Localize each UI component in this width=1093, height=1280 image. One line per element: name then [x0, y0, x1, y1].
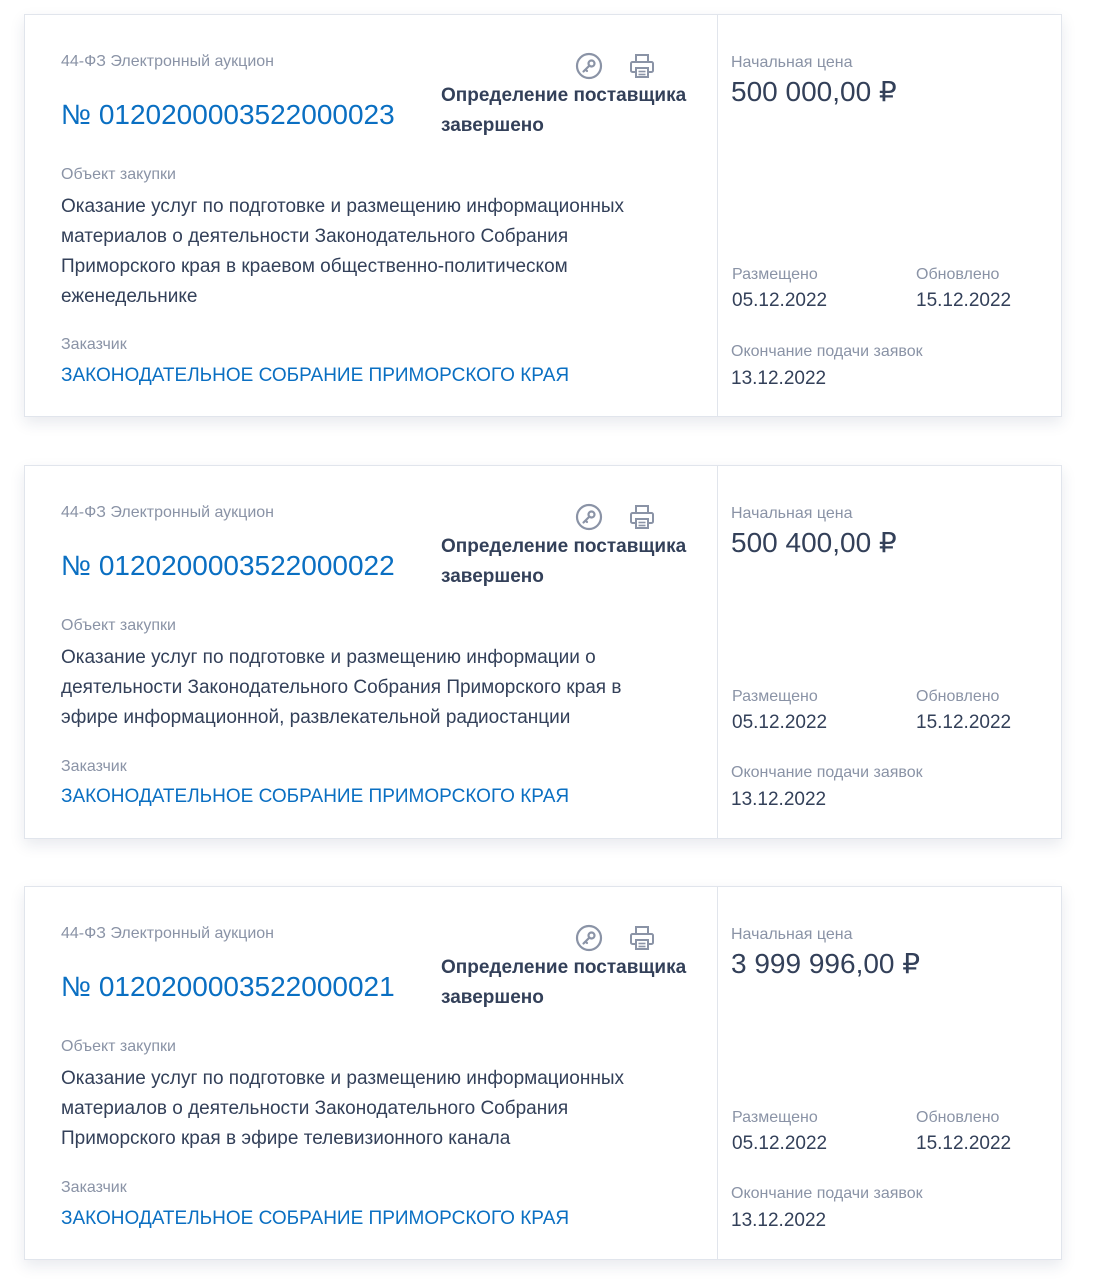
- printer-icon[interactable]: [627, 502, 657, 532]
- price-label: Начальная цена: [731, 54, 853, 71]
- updated-label: Обновлено: [916, 1109, 1000, 1126]
- card-side: [717, 15, 1061, 416]
- object-label: Объект закупки: [61, 1038, 176, 1055]
- card-main: [25, 887, 717, 1259]
- status-text: Определение поставщика завершено: [441, 536, 687, 587]
- updated-date: 15.12.2022: [916, 712, 1012, 733]
- posted-label: Размещено: [732, 266, 818, 283]
- customer-link[interactable]: ЗАКОНОДАТЕЛЬНОЕ СОБРАНИЕ ПРИМОРСКОГО КРАЯ: [61, 1208, 570, 1229]
- object-description: Оказание услуг по подготовке и размещению информационных материалов о деятельности Законодательного Собрания Приморского края в эфире телевизионного канала: [61, 1068, 624, 1149]
- updated-date: 15.12.2022: [916, 1133, 1012, 1154]
- customer-link[interactable]: ЗАКОНОДАТЕЛЬНОЕ СОБРАНИЕ ПРИМОРСКОГО КРАЯ: [61, 365, 570, 386]
- updated-date: 15.12.2022: [916, 290, 1012, 311]
- purchase-card: [24, 886, 1062, 1260]
- card-side: [717, 887, 1061, 1259]
- printer-icon[interactable]: [627, 923, 657, 953]
- deadline-date: 13.12.2022: [731, 789, 827, 810]
- customer-label: Заказчик: [61, 1179, 127, 1196]
- price-value: 500 000,00 ₽: [731, 76, 897, 107]
- deadline-label: Окончание подачи заявок: [731, 1185, 923, 1202]
- price-label: Начальная цена: [731, 926, 853, 943]
- price-value: 3 999 996,00 ₽: [731, 948, 921, 979]
- purchase-number-link[interactable]: № 0120200003522000022: [61, 550, 395, 581]
- posted-label: Размещено: [732, 688, 818, 705]
- purchase-card: [24, 14, 1062, 417]
- customer-label: Заказчик: [61, 336, 127, 353]
- card-main: [25, 15, 717, 416]
- customer-link[interactable]: ЗАКОНОДАТЕЛЬНОЕ СОБРАНИЕ ПРИМОРСКОГО КРАЯ: [61, 786, 570, 807]
- printer-icon[interactable]: [627, 51, 657, 81]
- customer-label: Заказчик: [61, 758, 127, 775]
- updated-label: Обновлено: [916, 266, 1000, 283]
- card-main: [25, 466, 717, 838]
- deadline-date: 13.12.2022: [731, 1210, 827, 1231]
- object-label: Объект закупки: [61, 617, 176, 634]
- posted-label: Размещено: [732, 1109, 818, 1126]
- key-icon[interactable]: [574, 923, 604, 953]
- price-label: Начальная цена: [731, 505, 853, 522]
- updated-label: Обновлено: [916, 688, 1000, 705]
- purchase-number-link[interactable]: № 0120200003522000023: [61, 99, 395, 130]
- procurement-type: 44-ФЗ Электронный аукцион: [61, 504, 275, 521]
- purchase-card: [24, 465, 1062, 839]
- deadline-date: 13.12.2022: [731, 368, 827, 389]
- object-description: Оказание услуг по подготовке и размещению информационных материалов о деятельности Законодательного Собрания Приморского края в краевом общественно-политическом еженедельнике: [61, 196, 624, 307]
- deadline-label: Окончание подачи заявок: [731, 764, 923, 781]
- posted-date: 05.12.2022: [732, 1133, 828, 1154]
- deadline-label: Окончание подачи заявок: [731, 343, 923, 360]
- key-icon[interactable]: [574, 51, 604, 81]
- object-label: Объект закупки: [61, 166, 176, 183]
- posted-date: 05.12.2022: [732, 712, 828, 733]
- key-icon[interactable]: [574, 502, 604, 532]
- status-text: Определение поставщика завершено: [441, 85, 687, 136]
- procurement-type: 44-ФЗ Электронный аукцион: [61, 53, 275, 70]
- procurement-type: 44-ФЗ Электронный аукцион: [61, 925, 275, 942]
- status-text: Определение поставщика завершено: [441, 957, 687, 1008]
- purchase-number-link[interactable]: № 0120200003522000021: [61, 971, 395, 1002]
- card-side: [717, 466, 1061, 838]
- posted-date: 05.12.2022: [732, 290, 828, 311]
- object-description: Оказание услуг по подготовке и размещению информации о деятельности Законодательного Собрания Приморского края в эфире информационной, развлекательной радиостанции: [61, 647, 622, 728]
- price-value: 500 400,00 ₽: [731, 527, 897, 558]
